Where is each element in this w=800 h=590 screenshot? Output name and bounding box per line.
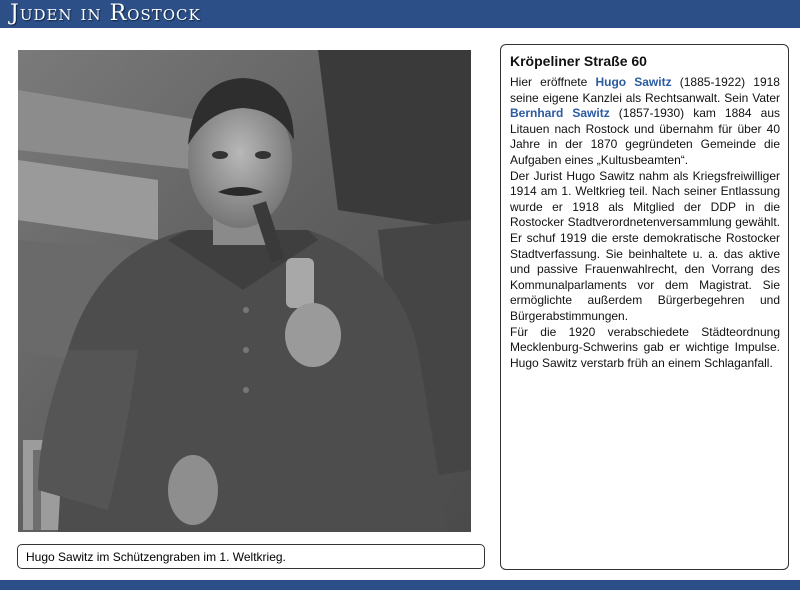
article-heading: Kröpeliner Straße 60 [510, 53, 647, 69]
p1-text-1: Hier eröffnete [510, 75, 596, 89]
footer-bar [0, 580, 800, 590]
article-paragraph-3: Für die 1920 verabschiedete Städteordnung Mecklenburg-Schwerins gab er wichtige Impulse. Hugo Sawitz verstarb früh an einem Schlaganfall. [510, 324, 780, 370]
article-paragraph-2: Der Jurist Hugo Sawitz nahm als Kriegsfreiwilliger 1914 am 1. Weltkrieg teil. Nach seiner Entlassung wurde er 1918 als Mitglied der DDP in die Rostocker Stadtverordnetenversammlung gewählt. Er schuf 1919 die erste demokratische Rostocker Stadtverfassung. Sie beinhaltete u. a. das aktive und passive Frauenwahlrecht, den Vorrang des Kommunalparlaments vor dem Magistrat. Sie ermöglichte außerdem Bürgerbegehren und Bürgerabstimmungen. [510, 168, 780, 323]
foliage-shape [318, 50, 471, 230]
photo-caption-box [17, 544, 485, 569]
historical-photo [18, 50, 471, 532]
article-panel [500, 44, 789, 570]
article-paragraph-1 [510, 75, 780, 169]
article-body [510, 75, 780, 371]
pipe-bowl [286, 258, 314, 308]
link-hugo-sawitz[interactable]: Hugo Sawitz [595, 75, 672, 89]
hand-shape [285, 303, 341, 367]
photo-illustration [18, 50, 471, 532]
site-title[interactable]: Juden in Rostock [10, 1, 201, 26]
photo-caption: Hugo Sawitz im Schützengraben im 1. Weltkrieg. [26, 550, 286, 564]
p1-text-2: (1885-1922) 1918 seine eigene Kanzlei als Rechtsanwalt. Sein Vater [510, 75, 780, 105]
link-bernhard-sawitz[interactable]: Bernhard Sawitz [510, 106, 610, 121]
header-bar [0, 0, 800, 28]
p1-text-3: (1857-1930) kam 1884 aus Litauen nach Rostock und übernahm für über 40 Jahre in der 1870 gegründeten Gemeinde die Aufgaben eines „Kultusbeamten“. [510, 106, 780, 167]
